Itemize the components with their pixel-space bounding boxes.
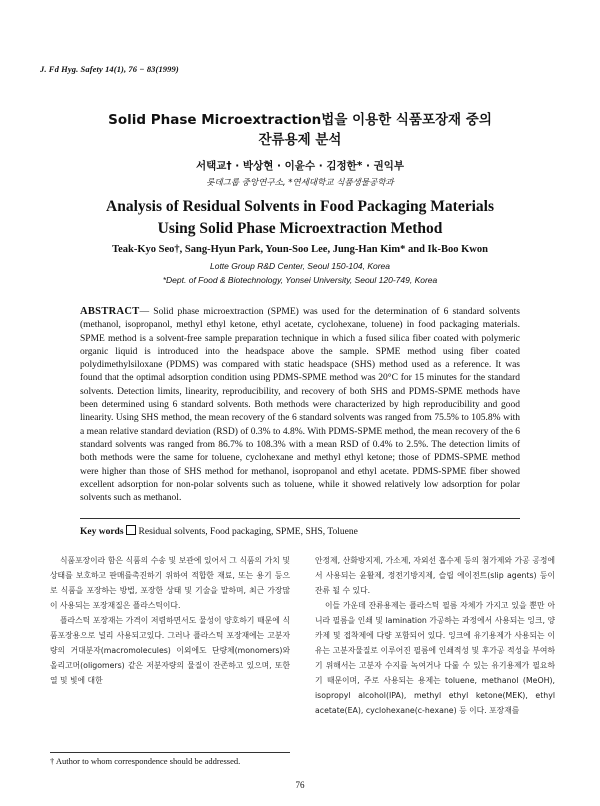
korean-title	[80, 110, 520, 150]
english-authors: Teak-Kyo Seo†, Sang-Hyun Park, Youn-Soo Lee, Jung-Han Kim* and Ik-Boo Kwon	[112, 244, 488, 255]
korean-title-line-2: 잔류용제 분석	[258, 132, 342, 148]
body-paragraph: 안정제, 산화방지제, 가소제, 자외선 흡수제 등의 첨가제와 가공 공정에서 사용되는 윤활제, 정전기방지제, 슬립 에이전트(slip agents) 등이 잔류 될 수 있다.	[315, 556, 555, 595]
keywords-text: Residual solvents, Food packaging, SPME, SHS, Toluene	[138, 527, 358, 537]
korean-title-line-1: Solid Phase Microextraction법을 이용한 식품포장재 중의	[108, 112, 492, 128]
page-number: 76	[295, 780, 305, 790]
english-affiliation-1: Lotte Group R&D Center, Seoul 150-104, Korea	[209, 261, 391, 271]
korean-authors: 서택교† · 박상현 · 이윤수 · 김정한* · 권익부	[195, 160, 405, 172]
english-title-line-1: Analysis of Residual Solvents in Food Packaging Materials	[106, 198, 494, 215]
english-title-line-2: Using Solid Phase Microextraction Method	[157, 220, 443, 237]
footnote-divider	[50, 752, 290, 753]
english-title	[60, 196, 540, 240]
keywords-divider	[80, 518, 520, 519]
checkbox-icon	[126, 525, 136, 535]
body-paragraph: 식품포장이라 함은 식품의 수송 및 보관에 있어서 그 식품의 가치 및 상태를 보호하고 판매를촉진하기 위하여 적합한 재료, 또는 용기 등으로 식품을 포장하는 방법, 포장한 상태 및 기술을 말하며, 최근 가장많이 사용되는 포장재질은 플라스틱이다.	[50, 556, 290, 610]
abstract-label: ABSTRACT	[80, 306, 140, 317]
body-column-left	[50, 553, 290, 688]
body-column-right	[315, 553, 555, 718]
journal-citation: J. Fd Hyg. Safety 14(1), 76 − 83(1999)	[40, 64, 179, 74]
keywords-label: Key words	[80, 527, 124, 537]
keywords	[80, 525, 520, 537]
abstract-text: Solid phase microextraction (SPME) was used for the determination of 6 standard solvents (methanol, isopropanol, methyl ethyl ketone, ethyl acetate, cyclohexane, toluene) in food packaging materials. SPME method is a solvent-free sample preparation technique in which a fused silica fiber coated with polymeric organic liquid is introduced into the headspace above the sample. SPME method using fiber coated polydimethylsiloxane (PDMS) was compared with static headspace (SHS) method used as a reference. It was found that the optimal adsorption condition using PDMS-SPME method was 20°C for 15 minutes for the standard solvents. Detection limits, linearity, reproducibility, and recovery of both SHS and PDMS-SPME methods have been determined using 6 standard solvents. Both methods were characterized by high reproducibility and good linearity. Using SHS method, the mean recovery of the 6 standard solvents was ranged from 75.5% to 105.8% with a mean relative standard deviation (RSD) of 0.3% to 4.8%. With PDMS-SPME method, the mean recovery of the 6 standard solvents was ranged from 86.7% to 108.3% with a mean RSD of 0.4% to 2.5%. The detection limits of both methods were the same for toluene, cyclohexane and methyl ethyl ketone; those of PDMS-SPME method were higher than those of SHS method for methanol, isopropanol and ethyl acetate. PDMS-SPME fiber showed excellent adsorption for non-polar solvents such as toluene, while it showed relatively low adsorption for polar solvents such as methanol.	[80, 307, 520, 504]
korean-affiliation: 롯데그룹 중앙연구소, *연세대학교 식품생물공학과	[206, 178, 394, 188]
body-paragraph: 플라스틱 포장재는 가격이 저렴하면서도 물성이 양호하기 때문에 식품포장용으로 널리 사용되고있다. 그러나 플라스틱 포장재에는 고분자량의 거대분자(macromolecules) 이외에도 단량체(monomers)와 올리고머(oligomers) 같은 저분자량의 물질이 잔존하고 있으며, 또한 열 및 빛에 대한	[50, 616, 290, 685]
abstract	[80, 305, 520, 505]
body-paragraph: 이들 가운데 잔류용제는 플라스틱 필름 자체가 가지고 있을 뿐만 아니라 필름을 인쇄 및 lamination 가공하는 과정에서 사용되는 잉크, 양카제 및 접착제에 다량 포함되어 있다. 잉크에 유기용제가 사용되는 이유는 고분자물질로 이루어진 필름에 인쇄적성 및 후가공 적성을 부여하기 위해서는 고분자 수지를 녹여거나 다룰 수 있는 유기용제가 필요하기 때문이며, 주로 사용되는 용제는 toluene, methanol (MeOH), isopropyl alcohol(IPA), methyl ethyl ketone(MEK), ethyl acetate(EA), cyclohexane(c-hexane) 등 이다. 포장재를	[315, 601, 555, 715]
abstract-dash: —	[139, 307, 150, 317]
footnote: † Author to whom correspondence should be addressed.	[50, 756, 241, 766]
english-affiliation-2: *Dept. of Food & Biotechnology, Yonsei University, Seoul 120-749, Korea	[162, 275, 438, 285]
